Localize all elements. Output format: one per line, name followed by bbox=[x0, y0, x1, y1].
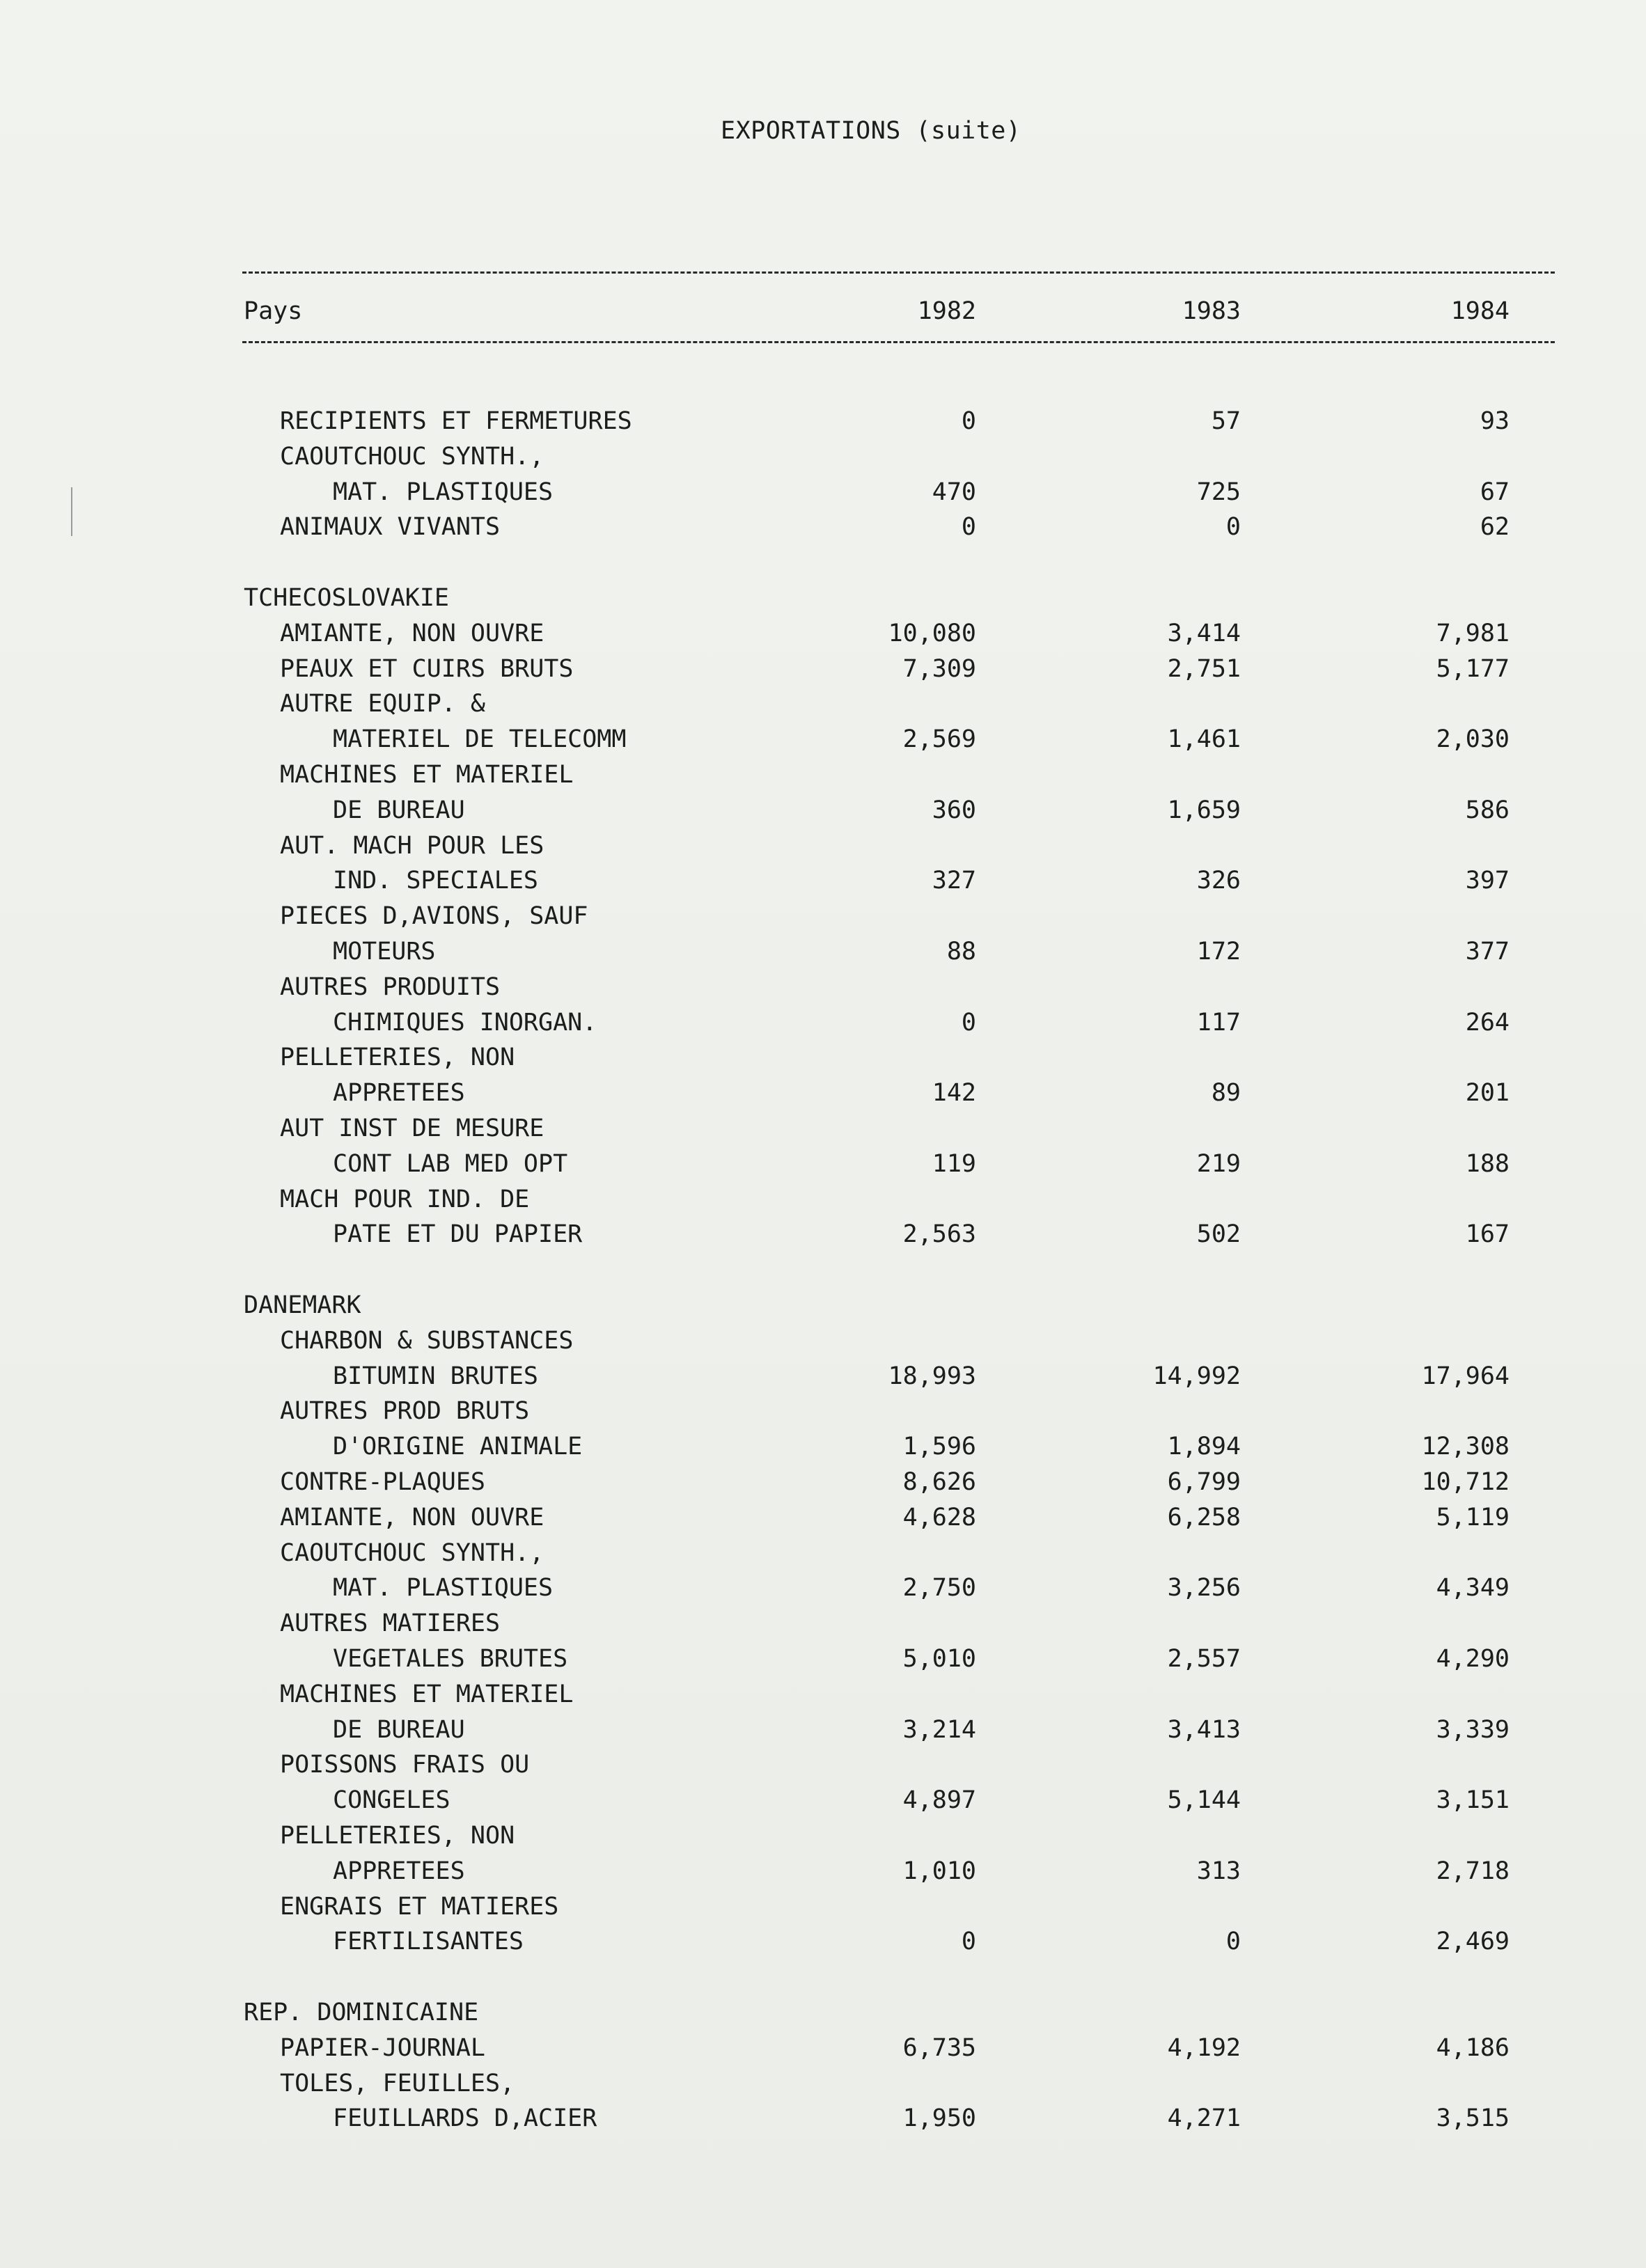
value-1984: 12,308 bbox=[1421, 1433, 1510, 1461]
value-1984: 377 bbox=[1465, 938, 1510, 966]
value-1983: 1,659 bbox=[1167, 796, 1241, 824]
table-row bbox=[0, 1397, 1646, 1431]
value-1983: 326 bbox=[1196, 867, 1241, 895]
value-1982: 4,628 bbox=[902, 1503, 976, 1531]
table-row bbox=[0, 1362, 1646, 1396]
value-1982: 10,080 bbox=[888, 619, 976, 647]
value-1982: 4,897 bbox=[902, 1786, 976, 1815]
product-label: MOTEURS bbox=[333, 938, 436, 966]
value-1982: 8,626 bbox=[902, 1468, 976, 1496]
value-1983: 1,461 bbox=[1167, 725, 1241, 754]
table-row bbox=[0, 620, 1646, 653]
product-label: PEAUX ET CUIRS BRUTS bbox=[280, 654, 574, 683]
country-name: DANEMARK bbox=[244, 1291, 361, 1319]
table-row bbox=[0, 2104, 1646, 2138]
table-row bbox=[0, 1504, 1646, 1537]
header-1982: 1982 bbox=[917, 297, 976, 325]
product-label: APPRETEES bbox=[333, 1857, 465, 1885]
table-row bbox=[0, 513, 1646, 546]
country-row bbox=[0, 584, 1646, 617]
product-label: AUTRES PRODUITS bbox=[280, 972, 501, 1001]
product-label: CAOUTCHOUC SYNTH., bbox=[280, 442, 544, 471]
product-label: ENGRAIS ET MATIERES bbox=[280, 1892, 559, 1921]
header-1984: 1984 bbox=[1450, 297, 1510, 325]
product-label: DE BUREAU bbox=[333, 1715, 465, 1744]
value-1984: 201 bbox=[1465, 1079, 1510, 1108]
value-1983: 57 bbox=[1211, 407, 1241, 435]
value-1984: 4,290 bbox=[1436, 1645, 1510, 1673]
product-label: MATERIEL DE TELECOMM bbox=[333, 725, 627, 754]
spacer-row bbox=[0, 1963, 1646, 1997]
table-row bbox=[0, 1822, 1646, 1855]
table-row bbox=[0, 761, 1646, 794]
product-label: RECIPIENTS ET FERMETURES bbox=[280, 407, 632, 435]
value-1984: 93 bbox=[1480, 407, 1510, 435]
header-rule bbox=[242, 341, 1555, 343]
value-1983: 0 bbox=[1225, 1928, 1241, 1956]
value-1983: 89 bbox=[1211, 1079, 1241, 1108]
value-1983: 725 bbox=[1196, 478, 1241, 506]
value-1983: 3,256 bbox=[1167, 1574, 1241, 1602]
product-label: PIECES D,AVIONS, SAUF bbox=[280, 902, 588, 931]
value-1984: 4,186 bbox=[1436, 2033, 1510, 2062]
value-1983: 2,557 bbox=[1167, 1645, 1241, 1673]
value-1982: 0 bbox=[961, 1928, 976, 1956]
product-label: BITUMIN BRUTES bbox=[333, 1362, 539, 1390]
product-label: AUTRE EQUIP. & bbox=[280, 690, 486, 718]
top-rule bbox=[242, 271, 1555, 274]
value-1984: 3,339 bbox=[1436, 1715, 1510, 1744]
table-row bbox=[0, 867, 1646, 900]
value-1983: 502 bbox=[1196, 1220, 1241, 1249]
table-row bbox=[0, 478, 1646, 512]
header-country: Pays bbox=[244, 297, 303, 325]
value-1982: 88 bbox=[946, 938, 976, 966]
value-1983: 313 bbox=[1196, 1857, 1241, 1885]
value-1982: 142 bbox=[932, 1079, 976, 1108]
table-row bbox=[0, 1468, 1646, 1502]
table-row bbox=[0, 1786, 1646, 1820]
value-1983: 3,413 bbox=[1167, 1715, 1241, 1744]
product-label: MAT. PLASTIQUES bbox=[333, 1574, 554, 1602]
table-row bbox=[0, 407, 1646, 441]
value-1982: 2,563 bbox=[902, 1220, 976, 1249]
country-row bbox=[0, 1999, 1646, 2032]
spacer-row bbox=[0, 1256, 1646, 1289]
value-1983: 6,258 bbox=[1167, 1503, 1241, 1531]
product-label: ANIMAUX VIVANTS bbox=[280, 513, 501, 542]
product-label: CONT LAB MED OPT bbox=[333, 1149, 568, 1178]
table-row bbox=[0, 1574, 1646, 1607]
value-1982: 2,569 bbox=[902, 725, 976, 754]
product-label: FEUILLARDS D,ACIER bbox=[333, 2104, 597, 2133]
value-1984: 17,964 bbox=[1421, 1362, 1510, 1390]
value-1982: 3,214 bbox=[902, 1715, 976, 1744]
value-1982: 5,010 bbox=[902, 1645, 976, 1673]
table-row bbox=[0, 1893, 1646, 1926]
table-row bbox=[0, 1079, 1646, 1112]
value-1983: 6,799 bbox=[1167, 1468, 1241, 1496]
product-label: CAOUTCHOUC SYNTH., bbox=[280, 1538, 544, 1567]
header-1983: 1983 bbox=[1182, 297, 1241, 325]
table-row bbox=[0, 796, 1646, 830]
table-row bbox=[0, 1186, 1646, 1219]
value-1982: 1,596 bbox=[902, 1433, 976, 1461]
value-1984: 67 bbox=[1480, 478, 1510, 506]
table-row bbox=[0, 1220, 1646, 1254]
value-1984: 397 bbox=[1465, 867, 1510, 895]
product-label: MACH POUR IND. DE bbox=[280, 1185, 530, 1213]
product-label: VEGETALES BRUTES bbox=[333, 1645, 568, 1673]
table-row bbox=[0, 2034, 1646, 2068]
product-label: AUTRES MATIERES bbox=[280, 1609, 501, 1638]
product-label: AUT INST DE MESURE bbox=[280, 1115, 544, 1142]
table-row bbox=[0, 1680, 1646, 1714]
product-label: TOLES, FEUILLES, bbox=[280, 2069, 515, 2097]
country-name: REP. DOMINICAINE bbox=[244, 1999, 479, 2026]
value-1984: 4,349 bbox=[1436, 1574, 1510, 1602]
product-label: MAT. PLASTIQUES bbox=[333, 478, 554, 506]
value-1983: 4,192 bbox=[1167, 2033, 1241, 2062]
value-1982: 360 bbox=[932, 796, 976, 824]
product-label: DE BUREAU bbox=[333, 796, 465, 824]
product-label: AUT. MACH POUR LES bbox=[280, 831, 544, 860]
value-1982: 1,950 bbox=[902, 2104, 976, 2133]
table-row bbox=[0, 2070, 1646, 2103]
table-row bbox=[0, 725, 1646, 759]
value-1984: 2,718 bbox=[1436, 1857, 1510, 1885]
table-row bbox=[0, 1150, 1646, 1183]
value-1982: 0 bbox=[961, 1008, 976, 1037]
value-1984: 264 bbox=[1465, 1008, 1510, 1037]
product-label: D'ORIGINE ANIMALE bbox=[333, 1433, 583, 1461]
value-1984: 2,030 bbox=[1436, 725, 1510, 754]
product-label: MACHINES ET MATERIEL bbox=[280, 1680, 574, 1708]
product-label: PELLETERIES, NON bbox=[280, 1822, 515, 1850]
value-1984: 7,981 bbox=[1436, 619, 1510, 647]
value-1982: 327 bbox=[932, 867, 976, 895]
country-name: TCHECOSLOVAKIE bbox=[244, 584, 450, 612]
value-1983: 5,144 bbox=[1167, 1786, 1241, 1815]
table-row bbox=[0, 902, 1646, 936]
value-1983: 117 bbox=[1196, 1008, 1241, 1037]
value-1983: 0 bbox=[1225, 513, 1241, 542]
value-1983: 2,751 bbox=[1167, 654, 1241, 683]
value-1982: 6,735 bbox=[902, 2033, 976, 2062]
table-row bbox=[0, 1928, 1646, 1961]
value-1982: 0 bbox=[961, 513, 976, 542]
value-1984: 62 bbox=[1480, 513, 1510, 542]
table-row bbox=[0, 1115, 1646, 1148]
product-label: PATE ET DU PAPIER bbox=[333, 1220, 583, 1249]
product-label: MACHINES ET MATERIEL bbox=[280, 761, 574, 789]
table-row bbox=[0, 1716, 1646, 1749]
table-row bbox=[0, 1433, 1646, 1466]
table-row bbox=[0, 938, 1646, 971]
product-label: CHIMIQUES INORGAN. bbox=[333, 1008, 597, 1037]
spacer-row bbox=[0, 549, 1646, 582]
value-1984: 10,712 bbox=[1421, 1468, 1510, 1496]
value-1983: 3,414 bbox=[1167, 619, 1241, 647]
value-1984: 3,515 bbox=[1436, 2104, 1510, 2133]
table-row bbox=[0, 1044, 1646, 1077]
table-row bbox=[0, 832, 1646, 865]
product-label: PAPIER-JOURNAL bbox=[280, 2033, 486, 2062]
value-1983: 172 bbox=[1196, 938, 1241, 966]
table-row bbox=[0, 655, 1646, 688]
page-title: EXPORTATIONS (suite) bbox=[721, 117, 1021, 145]
product-label: POISSONS FRAIS OU bbox=[280, 1751, 530, 1779]
product-label: CONGELES bbox=[333, 1786, 450, 1815]
value-1982: 119 bbox=[932, 1149, 976, 1178]
value-1984: 586 bbox=[1465, 796, 1510, 824]
product-label: CHARBON & SUBSTANCES bbox=[280, 1326, 574, 1355]
product-label: AMIANTE, NON OUVRE bbox=[280, 1503, 544, 1531]
table-row bbox=[0, 1645, 1646, 1678]
value-1984: 3,151 bbox=[1436, 1786, 1510, 1815]
table-row bbox=[0, 1539, 1646, 1573]
table-row bbox=[0, 690, 1646, 723]
table-row bbox=[0, 1609, 1646, 1643]
table-row bbox=[0, 443, 1646, 476]
product-label: AMIANTE, NON OUVRE bbox=[280, 619, 544, 647]
value-1983: 1,894 bbox=[1167, 1433, 1241, 1461]
value-1982: 1,010 bbox=[902, 1857, 976, 1885]
value-1982: 470 bbox=[932, 478, 976, 506]
table-row bbox=[0, 1857, 1646, 1891]
value-1984: 188 bbox=[1465, 1149, 1510, 1178]
value-1982: 7,309 bbox=[902, 654, 976, 683]
product-label: FERTILISANTES bbox=[333, 1928, 524, 1956]
product-label: PELLETERIES, NON bbox=[280, 1044, 515, 1072]
product-label: AUTRES PROD BRUTS bbox=[280, 1397, 530, 1426]
product-label: CONTRE-PLAQUES bbox=[280, 1468, 486, 1496]
table-row bbox=[0, 1009, 1646, 1042]
product-label: IND. SPECIALES bbox=[333, 867, 539, 895]
value-1984: 5,119 bbox=[1436, 1503, 1510, 1531]
country-row bbox=[0, 1291, 1646, 1325]
value-1982: 2,750 bbox=[902, 1574, 976, 1602]
value-1983: 4,271 bbox=[1167, 2104, 1241, 2133]
value-1983: 14,992 bbox=[1152, 1362, 1241, 1390]
table-row bbox=[0, 973, 1646, 1007]
product-label: APPRETEES bbox=[333, 1079, 465, 1108]
value-1983: 219 bbox=[1196, 1149, 1241, 1178]
table-row bbox=[0, 1327, 1646, 1360]
value-1984: 167 bbox=[1465, 1220, 1510, 1249]
table-row bbox=[0, 1751, 1646, 1784]
value-1982: 0 bbox=[961, 407, 976, 435]
value-1984: 2,469 bbox=[1436, 1928, 1510, 1956]
value-1982: 18,993 bbox=[888, 1362, 976, 1390]
value-1984: 5,177 bbox=[1436, 654, 1510, 683]
